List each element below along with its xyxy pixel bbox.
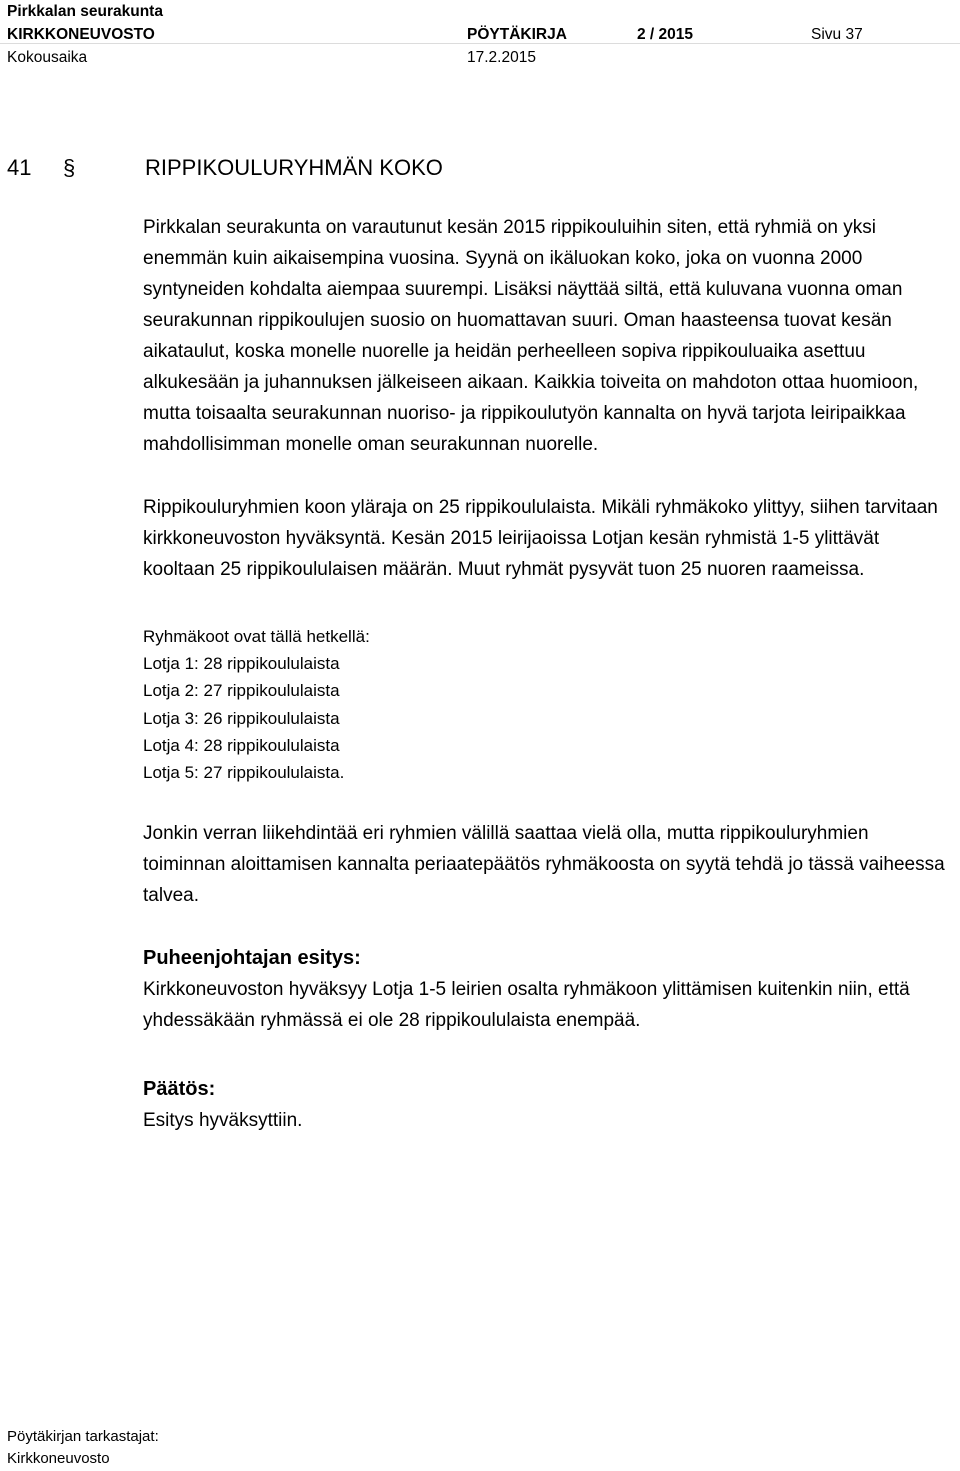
proposal-heading: Puheenjohtajan esitys: xyxy=(143,947,361,970)
group-size-list xyxy=(143,623,953,786)
document-body xyxy=(143,212,953,1136)
list-item: Lotja 4: 28 rippikoululaista xyxy=(143,735,340,755)
closing-paragraph: Jonkin verran liikehdintää eri ryhmien välillä saattaa vielä olla, mutta rippikouluryhmien toiminnan aloittamisen kannalta periaatepäätös ryhmäkoosta on syytä tehdä jo tässä vaiheessa talvea. xyxy=(143,823,945,907)
section-sign: § xyxy=(63,155,76,180)
page-number: Sivu 37 xyxy=(811,26,863,43)
page-footer xyxy=(7,1426,159,1470)
header-row-org xyxy=(7,0,947,23)
org-name: Pirkkalan seurakunta xyxy=(7,3,163,20)
page-header xyxy=(7,0,947,69)
footer-label: Pöytäkirjan tarkastajat: xyxy=(7,1428,159,1445)
proposal-text: Kirkkoneuvoston hyväksyy Lotja 1-5 leirien osalta ryhmäkoon ylittämisen kuitenkin niin, että yhdessäkään ryhmässä ei ole 28 rippikoululaista enempää. xyxy=(143,979,910,1032)
decision-text: Esitys hyväksyttiin. xyxy=(143,1110,303,1132)
limit-paragraph: Rippikouluryhmien koon yläraja on 25 rippikoululaista. Mikäli ryhmäkoko ylittyy, siihen tarvitaan kirkkoneuvoston hyväksyntä. Kesän 2015 leirijaoissa Lotjan kesän ryhmistä 1-5 ylittävät kooltaan 25 rippikoululaisen määrän. Muut ryhmät pysyvät tuon 25 nuoren raameissa. xyxy=(143,497,938,580)
group-list-intro: Ryhmäkoot ovat tällä hetkellä: xyxy=(143,627,370,646)
decision-heading: Päätös: xyxy=(143,1078,216,1101)
section-title: RIPPIKOULURYHMÄN KOKO xyxy=(145,155,443,180)
decision-block xyxy=(143,1074,953,1136)
proposal-block xyxy=(143,943,953,1036)
section-heading xyxy=(7,148,443,188)
header-divider xyxy=(0,43,960,44)
body-name: KIRKKONEUVOSTO xyxy=(7,26,155,43)
header-row-date xyxy=(7,46,947,69)
doc-type: PÖYTÄKIRJA xyxy=(467,26,567,43)
list-item: Lotja 1: 28 rippikoululaista xyxy=(143,654,340,674)
list-item: Lotja 2: 27 rippikoululaista xyxy=(143,681,340,701)
meeting-label: Kokousaika xyxy=(7,49,88,66)
list-item: Lotja 5: 27 rippikoululaista. xyxy=(143,763,345,783)
meeting-date: 17.2.2015 xyxy=(467,49,536,66)
section-number: 41 xyxy=(7,155,32,180)
footer-value: Kirkkoneuvosto xyxy=(7,1450,110,1467)
issue-number: 2 / 2015 xyxy=(637,26,694,43)
list-item: Lotja 3: 26 rippikoululaista xyxy=(143,708,340,728)
background-paragraph: Pirkkalan seurakunta on varautunut kesän 2015 rippikouluihin siten, että ryhmiä on yksi enemmän kuin aikaisempina vuosina. Syynä on ikäluokan koko, joka on vuonna 2000 syntyneiden kohdalta aiempaa suurempi. Lisäksi näyttää siltä, että kuluvana vuonna oman seurakunnan rippikoulujen suosio on huomattavan suuri. Oman haasteensa tuovat kesän aikataulut, koska monelle nuorelle ja heidän perheelleen sopiva rippikouluaika asettuu alkukesään ja juhannuksen jälkeiseen aikaan. Kaikkia toiveita on mahdoton ottaa huomioon, mutta toisaalta seurakunnan nuoriso- ja rippikoulutyön kannalta on hyvä tarjota leiripaikkaa mahdollisimman monelle oman seurakunnan nuorelle. xyxy=(143,217,919,455)
